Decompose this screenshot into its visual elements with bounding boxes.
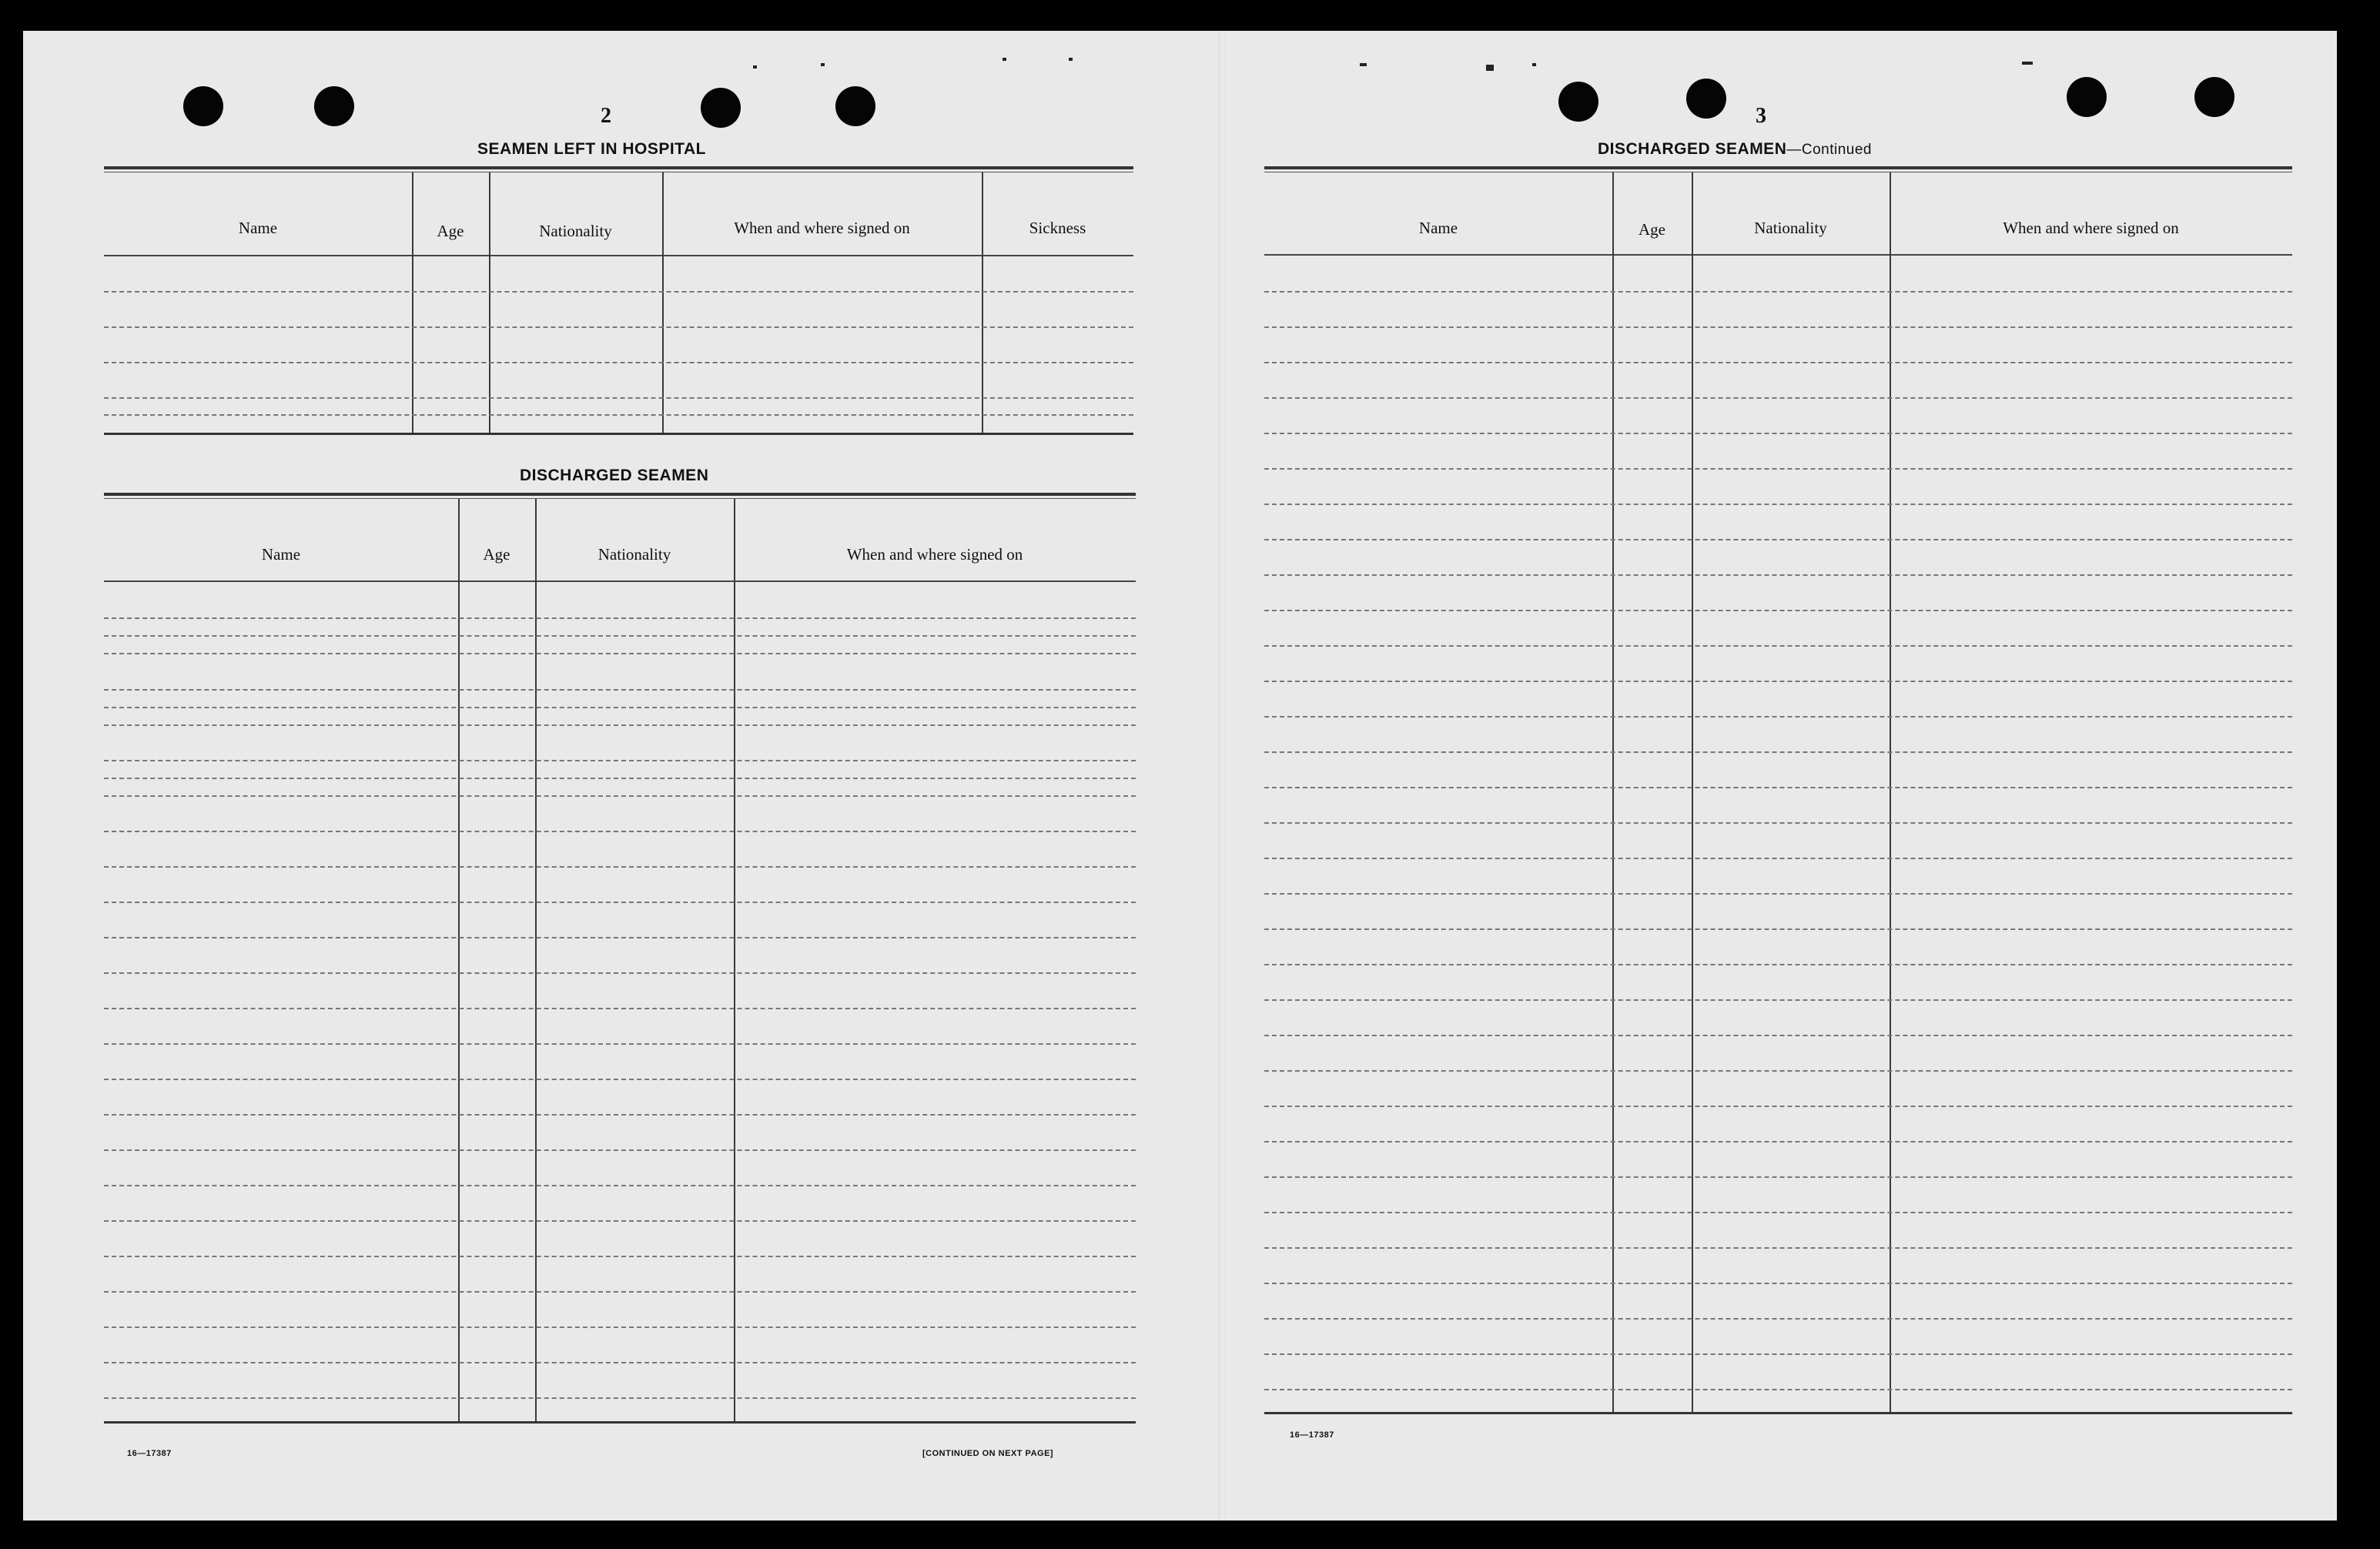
column-header-signed-on: When and where signed on <box>734 219 910 237</box>
hospital-table <box>104 166 1133 474</box>
table-row <box>1264 291 2292 293</box>
table-row <box>104 1220 1136 1222</box>
table-row <box>1264 397 2292 399</box>
punch-hole <box>2194 77 2234 117</box>
table-row <box>1264 964 2292 965</box>
table-bottom-rule <box>1264 1412 2292 1414</box>
column-divider <box>1612 172 1614 1414</box>
punch-hole <box>2067 77 2107 117</box>
punch-hole <box>701 88 741 128</box>
table-row <box>104 635 1136 637</box>
column-header-name: Name <box>238 219 278 237</box>
punch-hole <box>1686 79 1726 119</box>
table-row <box>104 724 1136 726</box>
table-row <box>104 1185 1136 1186</box>
form-number: 16—17387 <box>127 1449 172 1458</box>
table-top-rule <box>1264 166 2292 169</box>
table-row <box>104 1149 1136 1151</box>
punch-hole <box>314 86 354 126</box>
column-header-nationality: Nationality <box>539 222 612 240</box>
speck <box>2022 62 2033 65</box>
speck <box>1360 63 1367 66</box>
table-row <box>104 362 1133 363</box>
table-row <box>104 291 1133 293</box>
table-row <box>104 1114 1136 1116</box>
punch-hole <box>1558 82 1598 122</box>
continued-note: [CONTINUED ON NEXT PAGE] <box>922 1449 1054 1458</box>
speck <box>753 65 757 69</box>
column-divider <box>1692 172 1693 1414</box>
table-row <box>1264 1389 2292 1390</box>
table-top-rule <box>104 493 1136 496</box>
page-fold <box>1218 31 1226 1521</box>
table-row <box>104 707 1136 708</box>
table-row <box>1264 1070 2292 1072</box>
column-divider <box>1890 172 1891 1414</box>
table-row <box>1264 468 2292 470</box>
table-row <box>1264 858 2292 859</box>
form-number: 16—17387 <box>1290 1430 1334 1440</box>
table-row <box>104 937 1136 938</box>
table-row <box>104 1291 1136 1293</box>
column-header-name: Name <box>261 545 301 564</box>
table-row <box>1264 1283 2292 1284</box>
speck <box>1532 63 1536 66</box>
speck <box>1069 58 1073 61</box>
table-row <box>104 1043 1136 1045</box>
table-row <box>104 1256 1136 1257</box>
column-header-age: Age <box>1639 220 1665 239</box>
punch-hole <box>183 86 223 126</box>
table-row <box>1264 893 2292 895</box>
table-row <box>104 1327 1136 1328</box>
table-row <box>1264 1141 2292 1143</box>
table-row <box>1264 751 2292 753</box>
table-row <box>1264 645 2292 647</box>
table-row <box>1264 574 2292 576</box>
table-row <box>1264 716 2292 718</box>
column-divider <box>662 172 664 434</box>
table-row <box>1264 326 2292 328</box>
table-row <box>104 397 1133 399</box>
table-top-rule <box>104 166 1133 169</box>
table-row <box>1264 1247 2292 1249</box>
column-header-nationality: Nationality <box>598 545 671 564</box>
table-row <box>104 760 1136 761</box>
speck <box>1486 65 1494 71</box>
page-number: 2 <box>601 104 611 128</box>
page-number: 3 <box>1756 104 1766 128</box>
table-row <box>104 326 1133 328</box>
column-divider <box>458 499 460 1423</box>
table-row <box>1264 1318 2292 1320</box>
column-divider <box>412 172 413 434</box>
punch-hole <box>835 86 875 126</box>
header-underline <box>104 580 1136 582</box>
table-row <box>1264 362 2292 363</box>
table-row <box>104 1079 1136 1080</box>
table-row <box>104 831 1136 832</box>
table-row <box>104 617 1136 619</box>
table-row <box>1264 1212 2292 1213</box>
table-row <box>104 1397 1136 1399</box>
table-row <box>1264 610 2292 611</box>
table-row <box>1264 1353 2292 1355</box>
table-row <box>1264 1176 2292 1178</box>
table-row <box>104 414 1133 416</box>
form-sheet <box>23 31 2337 1521</box>
table-row <box>104 972 1136 974</box>
column-divider <box>734 499 735 1423</box>
table-top-rule <box>104 498 1136 499</box>
speck <box>821 63 825 66</box>
table-row <box>104 689 1136 691</box>
table-row <box>104 795 1136 797</box>
column-divider <box>982 172 983 434</box>
header-underline <box>104 255 1133 256</box>
table-row <box>1264 1035 2292 1036</box>
column-header-nationality: Nationality <box>1754 219 1827 237</box>
table-row <box>1264 1106 2292 1107</box>
section-title-discharged-continued <box>1598 140 1872 159</box>
table-bottom-rule <box>104 1421 1136 1424</box>
section-title-text: DISCHARGED SEAMEN <box>1598 140 1787 158</box>
table-row <box>1264 681 2292 682</box>
table-row <box>1264 999 2292 1001</box>
section-title-discharged: DISCHARGED SEAMEN <box>520 467 709 484</box>
column-header-signed-on: When and where signed on <box>846 545 1023 564</box>
table-row <box>104 1362 1136 1363</box>
table-row <box>104 778 1136 779</box>
table-row <box>1264 928 2292 930</box>
column-header-age: Age <box>483 545 510 564</box>
column-divider <box>535 499 537 1423</box>
speck <box>1003 58 1006 61</box>
table-bottom-rule <box>104 433 1133 435</box>
table-row <box>1264 433 2292 434</box>
discharged-continued-table <box>1264 166 2292 1475</box>
table-row <box>1264 504 2292 505</box>
column-divider <box>489 172 490 434</box>
table-row <box>1264 822 2292 824</box>
table-row <box>104 1008 1136 1009</box>
table-row <box>104 902 1136 903</box>
column-header-signed-on: When and where signed on <box>2003 219 2179 237</box>
table-row <box>1264 787 2292 788</box>
discharged-table <box>104 493 1136 1494</box>
table-row <box>1264 539 2292 540</box>
section-title-hospital: SEAMEN LEFT IN HOSPITAL <box>477 140 706 158</box>
table-row <box>104 653 1136 654</box>
section-title-suffix: —Continued <box>1786 142 1872 158</box>
column-header-age: Age <box>437 222 464 240</box>
column-header-sickness: Sickness <box>1029 219 1086 237</box>
header-underline <box>1264 254 2292 256</box>
table-row <box>104 866 1136 868</box>
column-header-name: Name <box>1418 219 1458 237</box>
